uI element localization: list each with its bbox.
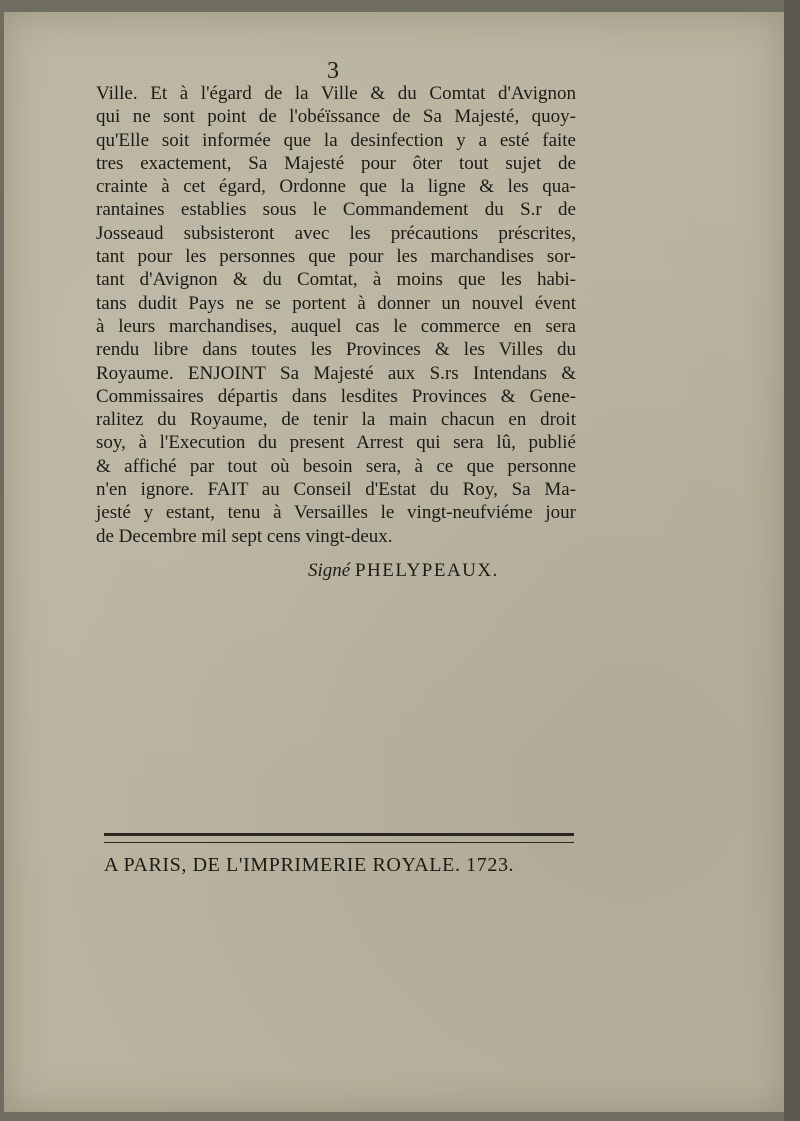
text-line: de Decembre mil sept cens vingt-deux.: [96, 525, 393, 547]
page-number: 3: [327, 58, 339, 84]
text-line: n'en ignore. FAIT au Conseil d'Estat du Roy, Sa Ma-: [96, 479, 576, 501]
text-line: crainte à cet égard, Ordonne que la ligne & les qua-: [96, 176, 576, 198]
text-line: rendu libre dans toutes les Provinces & les Villes du: [96, 339, 576, 361]
text-line: Ville. Et à l'égard de la Ville & du Comtat d'Avignon: [96, 83, 576, 104]
text-line: soy, à l'Execution du present Arrest qui sera lû, publié: [96, 432, 576, 454]
text-line: Commissaires départis dans lesdites Provinces & Gene-: [96, 385, 576, 407]
text-line: qu'Elle soit informée que la desinfection y a esté faite: [96, 129, 576, 151]
text-line: Royaume. ENJOINT Sa Majesté aux S.rs Intendans &: [96, 362, 576, 384]
signature-prefix: Signé: [308, 560, 351, 581]
text-line: rantaines establies sous le Commandement du S.r de: [96, 199, 576, 221]
text-line: ralitez du Royaume, de tenir la main chacun en droit: [96, 409, 576, 431]
divider-rule: [104, 833, 574, 843]
text-line: qui ne sont point de l'obéïssance de Sa Majesté, quoy-: [96, 106, 576, 128]
text-line: à leurs marchandises, auquel cas le commerce en sera: [96, 315, 576, 337]
text-line: tant d'Avignon & du Comtat, à moins que les habi-: [96, 269, 576, 291]
signatory-name: PHELYPEAUX.: [354, 560, 499, 581]
text-line: & affiché par tout où besoin sera, à ce que personne: [96, 455, 576, 477]
text-line: tres exactement, Sa Majesté pour ôter tout sujet de: [96, 152, 576, 174]
printer-imprint: A PARIS, DE L'IMPRIMERIE ROYALE. 1723.: [104, 854, 515, 876]
text-line: Jossеaud subsisteront avec les précautions préscrites,: [96, 222, 576, 244]
text-line: tant pour les personnes que pour les marchandises sor-: [96, 246, 576, 268]
signature: [308, 560, 499, 582]
decree-body-text: [96, 82, 576, 548]
page-edge-shadow: [784, 0, 800, 1121]
text-line: tans dudit Pays ne se portent à donner un nouvel évent: [96, 292, 576, 314]
text-line: jesté y estant, tenu à Versailles le vingt-neufviéme jour: [96, 502, 576, 524]
